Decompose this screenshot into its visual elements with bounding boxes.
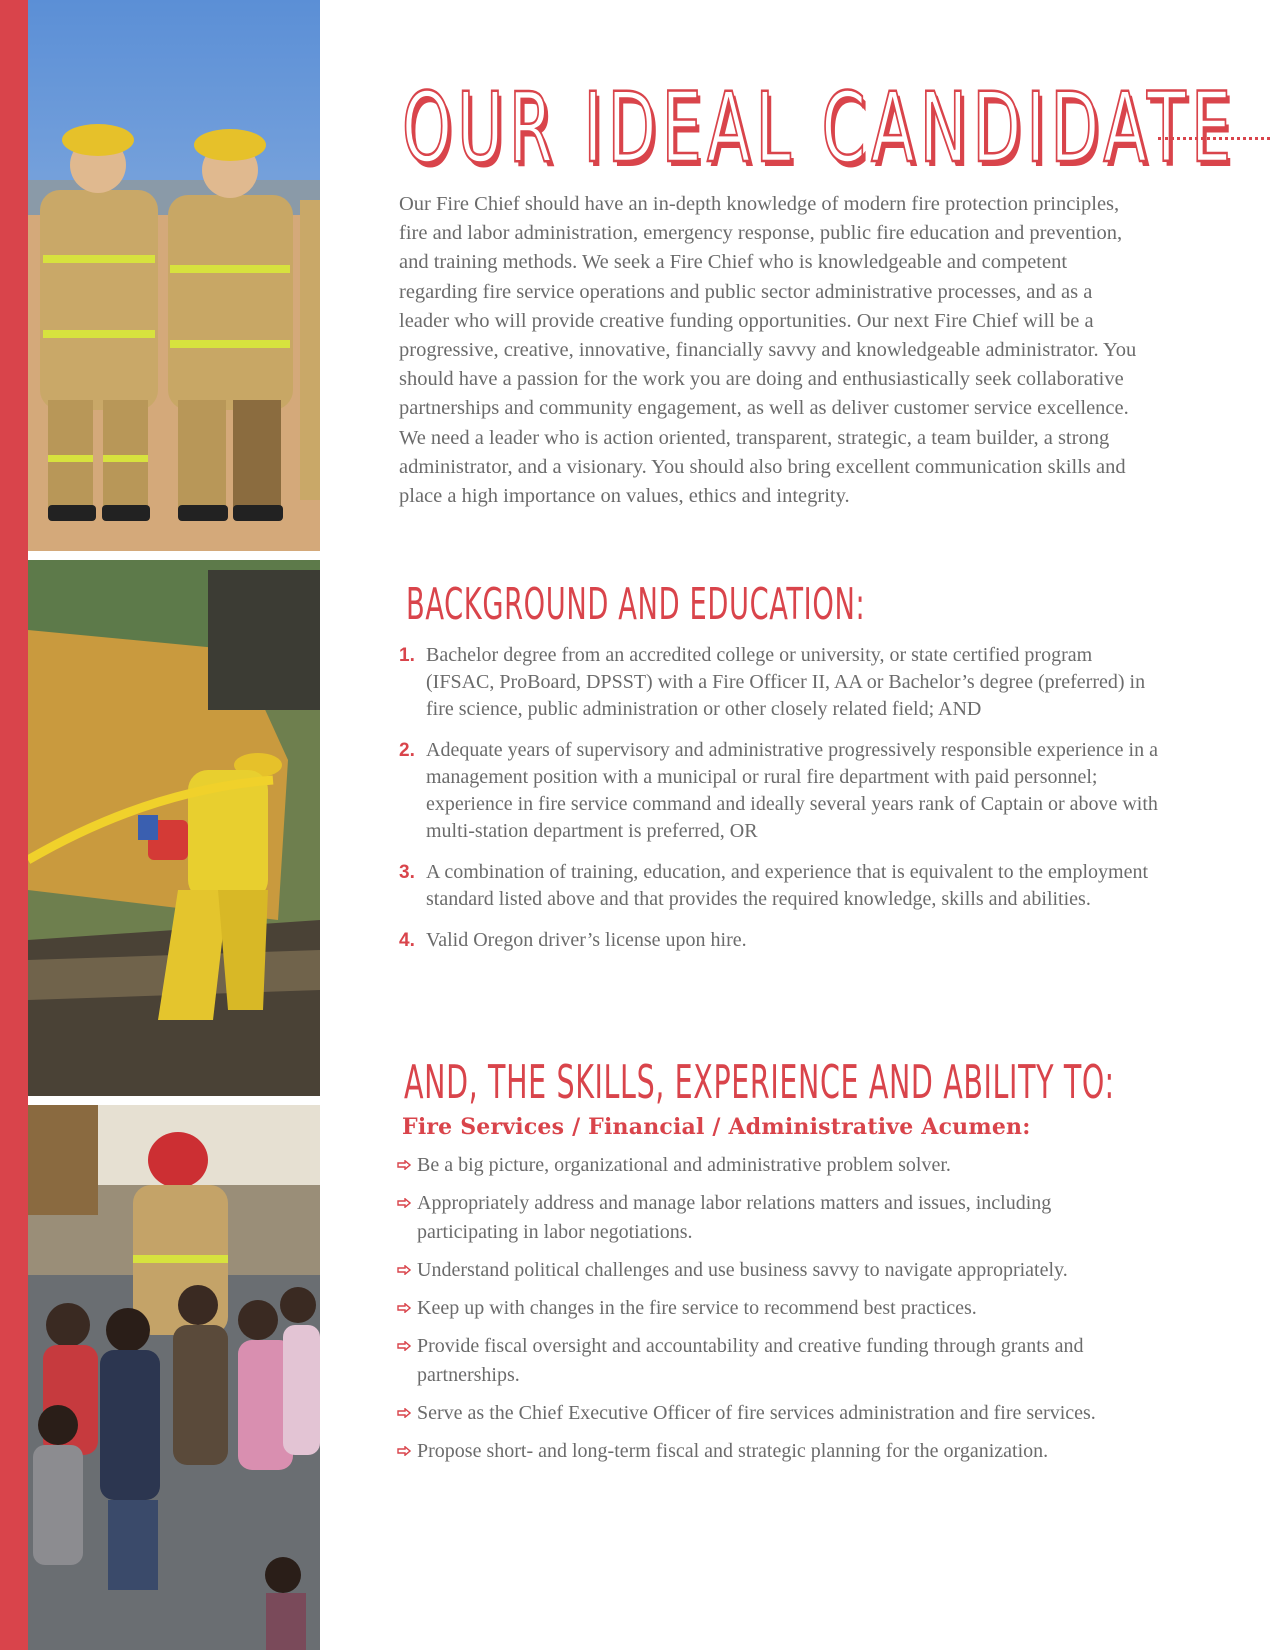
intro-paragraph: Our Fire Chief should have an in-depth knowledge of modern fire protection principles, fire and labor administration, emergency response, public fire education and prevention, and training methods. We seek a Fire Chief who is knowledgeable and competent regarding fire service operations and public sector administrative processes, and as a leader who will provide creative funding opportunities. Our next Fire Chief will be a progressive, creative, innovative, financially savvy and knowledgeable administrator. You should have a passion for the work you are doing and enthusiastically seek collaborative partnerships and community engagement, as well as deliver customer service excellence. We need a leader who is action oriented, transparent, strategic, a team builder, a strong administrator, and a visionary. You should also bring excellent communication skills and place a high importance on values, ethics and integrity. [399, 193, 1137, 508]
wildland-firefighter-with-hose-photo [28, 560, 320, 1096]
list-number: 3. [399, 862, 415, 883]
list-item-text: Be a big picture, organizational and administrative problem solver. [417, 1154, 951, 1176]
list-item [397, 1151, 1117, 1180]
list-item [397, 1294, 1117, 1323]
skills-heading: AND, THE SKILLS, EXPERIENCE AND ABILITY TO: [404, 1055, 1115, 1109]
arrow-right-outline-icon [397, 1341, 411, 1351]
firefighter-with-children-photo [28, 1105, 320, 1650]
list-item [399, 737, 1159, 845]
list-item [397, 1189, 1117, 1247]
arrow-right-outline-icon [397, 1265, 411, 1275]
list-item-text: Adequate years of supervisory and administrative progressively responsible experience in a management position with a municipal or rural fire department with paid personnel; experience in fire service command and ideally several years rank of Captain or above with multi-station department is preferred, OR [426, 739, 1158, 842]
list-item-text: Bachelor degree from an accredited college or university, or state certified program (IFSAC, ProBoard, DPSST) with a Fire Officer II, AA or Bachelor’s degree (preferred) in fire science, public administration or other closely related field; AND [426, 644, 1146, 720]
list-item-text: Propose short- and long-term fiscal and strategic planning for the organization. [417, 1440, 1049, 1462]
list-item [397, 1437, 1117, 1466]
arrow-right-outline-icon [397, 1303, 411, 1313]
list-number: 4. [399, 930, 415, 951]
list-item [397, 1399, 1117, 1428]
title-dotted-rule [1158, 137, 1270, 144]
skills-list [397, 1151, 1117, 1475]
list-item-text: Provide fiscal oversight and accountability and creative funding through grants and partnerships. [417, 1335, 1084, 1386]
list-item [397, 1332, 1117, 1390]
list-number: 1. [399, 645, 415, 666]
arrow-right-outline-icon [397, 1408, 411, 1418]
list-item [399, 642, 1159, 723]
background-education-heading: BACKGROUND AND EDUCATION: [406, 579, 866, 630]
firefighters-on-rooftop-photo [28, 0, 320, 551]
list-item-text: A combination of training, education, and experience that is equivalent to the employment standard listed above and that provides the required knowledge, skills and abilities. [426, 861, 1149, 910]
list-number: 2. [399, 740, 415, 761]
left-accent-bar [0, 0, 28, 1650]
list-item-text: Keep up with changes in the fire service to recommend best practices. [417, 1297, 977, 1319]
arrow-right-outline-icon [397, 1198, 411, 1208]
list-item [399, 859, 1159, 913]
page-title: OUR IDEAL CANDIDATE [402, 72, 1237, 184]
list-item-text: Appropriately address and manage labor relations matters and issues, including participating in labor negotiations. [417, 1192, 1052, 1243]
list-item-text: Valid Oregon driver’s license upon hire. [426, 929, 747, 951]
background-education-list [399, 642, 1159, 968]
list-item [397, 1256, 1117, 1285]
acumen-subheading: Fire Services / Financial / Administrative Acumen: [402, 1114, 1031, 1140]
list-item [399, 927, 1159, 954]
list-item-text: Serve as the Chief Executive Officer of fire services administration and fire services. [417, 1402, 1096, 1424]
arrow-right-outline-icon [397, 1160, 411, 1170]
arrow-right-outline-icon [397, 1446, 411, 1456]
list-item-text: Understand political challenges and use business savvy to navigate appropriately. [417, 1259, 1068, 1281]
